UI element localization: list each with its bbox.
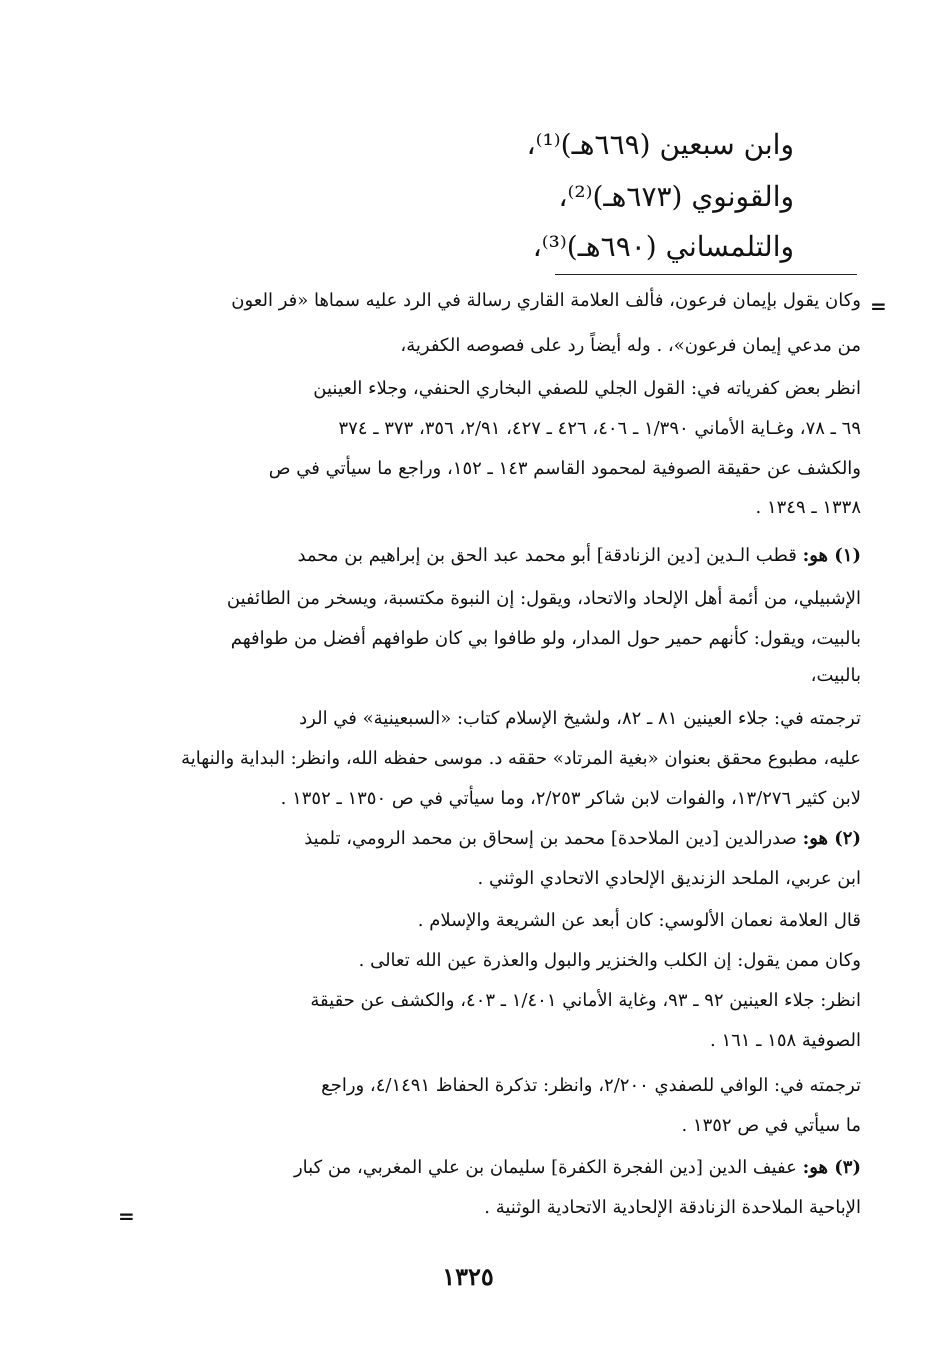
continuation-mark-top: = xyxy=(870,294,887,318)
footnote-continued-line-1: وكان يقول بإيمان فرعون، فألف العلامة القاري رسالة في الرد عليه سماها «فر العون xyxy=(231,290,861,311)
footnote-1-marker: (١) هو: xyxy=(802,545,861,566)
footnote-2-line-3: قال العلامة نعمان الألوسي: كان أبعد عن الشريعة والإسلام . xyxy=(417,910,861,931)
footnote-continued-line-5: والكشف عن حقيقة الصوفية لمحمود القاسم ١٤٣ ـ ١٥٢، وراجع ما سيأتي في ص xyxy=(268,458,861,479)
main-text-line-2: والقونوي (٦٧٣هـ)⁽²⁾، xyxy=(558,180,794,213)
footnote-2-line-8: ما سيأتي في ص ١٣٥٢ . xyxy=(681,1115,861,1136)
footnote-continued-line-3: انظر بعض كفرياته في: القول الجلي للصفي البخاري الحنفي، وجلاء العينين xyxy=(313,378,861,399)
footnote-3-line-1 xyxy=(294,1157,861,1178)
footnote-continued-line-4: ٦٩ ـ ٧٨، وغـاية الأماني ١/٣٩٠ ـ ٤٠٦، ٤٢٦ ـ ٤٢٧، ٢/٩١، ٣٥٦، ٣٧٣ ـ ٣٧٤ xyxy=(338,418,861,439)
main-text-line-3: والتلمساني (٦٩٠هـ)⁽³⁾، xyxy=(532,230,794,263)
footnote-2-line-4: وكان ممن يقول: إن الكلب والخنزير والبول والعذرة عين الله تعالى . xyxy=(358,950,861,971)
footnote-2-line-1 xyxy=(304,828,861,849)
footnote-1-line-3: بالبيت، ويقول: كأنهم حمير حول المدار، ولو طافوا بي كان طوافهم أفضل من طوافهم xyxy=(230,628,861,649)
footnote-1-text: قطب الـدين [دين الزنادقة] أبو محمد عبد الحق بن إبراهيم بن محمد xyxy=(297,545,797,566)
footnote-1-line-7: لابن كثير ١٣/٢٧٦، والفوات لابن شاكر ٢/٢٥٣، وما سيأتي في ص ١٣٥٠ ـ ١٣٥٢ . xyxy=(280,788,861,809)
footnote-divider xyxy=(555,274,857,275)
footnote-1-line-2: الإشبيلي، من أئمة أهل الإلحاد والاتحاد، ويقول: إن النبوة مكتسبة، ويسخر من الطائفين xyxy=(226,588,861,609)
continuation-mark-bottom: = xyxy=(118,1204,135,1228)
footnote-continued-line-2: من مدعي إيمان فرعون»، . وله أيضاً رد على فصوصه الكفرية، xyxy=(400,335,861,356)
footnote-1-line-4: بالبيت، xyxy=(810,665,861,686)
footnote-2-line-6: الصوفية ١٥٨ ـ ١٦١ . xyxy=(709,1030,861,1051)
footnote-continued-line-6: ١٣٣٨ ـ ١٣٤٩ . xyxy=(755,497,861,518)
footnote-3-text: عفيف الدين [دين الفجرة الكفرة] سليمان بن علي المغربي، من كبار xyxy=(293,1157,797,1178)
footnote-3-marker: (٣) هو: xyxy=(802,1157,861,1178)
footnote-1-line-5: ترجمته في: جلاء العينين ٨١ ـ ٨٢، ولشيخ الإسلام كتاب: «السبعينية» في الرد xyxy=(299,708,861,729)
footnote-3-line-2: الإباحية الملاحدة الزنادقة الإلحادية الاتحادية الوثنية . xyxy=(484,1197,861,1218)
footnote-2-line-5: انظر: جلاء العينين ٩٢ ـ ٩٣، وغاية الأماني ١/٤٠١ ـ ٤٠٣، والكشف عن حقيقة xyxy=(310,990,861,1011)
footnote-1-line-6: عليه، مطبوع محقق بعنوان «بغية المرتاد» حققه د. موسى حفظه الله، وانظر: البداية والنهاية xyxy=(181,748,861,769)
footnote-2-marker: (٢) هو: xyxy=(802,828,861,849)
page-number: ١٣٢٥ xyxy=(442,1262,494,1291)
footnote-2-text: صدرالدين [دين الملاحدة] محمد بن إسحاق بن محمد الرومي، تلميذ xyxy=(304,828,797,849)
main-text-line-1: وابن سبعين (٦٦٩هـ)⁽¹⁾، xyxy=(526,128,794,161)
footnote-2-line-2: ابن عربي، الملحد الزنديق الإلحادي الاتحادي الوثني . xyxy=(477,868,861,889)
footnote-2-line-7: ترجمته في: الوافي للصفدي ٢/٢٠٠، وانظر: تذكرة الحفاظ ٤/١٤٩١، وراجع xyxy=(321,1075,861,1096)
footnote-1-line-1 xyxy=(297,545,861,566)
